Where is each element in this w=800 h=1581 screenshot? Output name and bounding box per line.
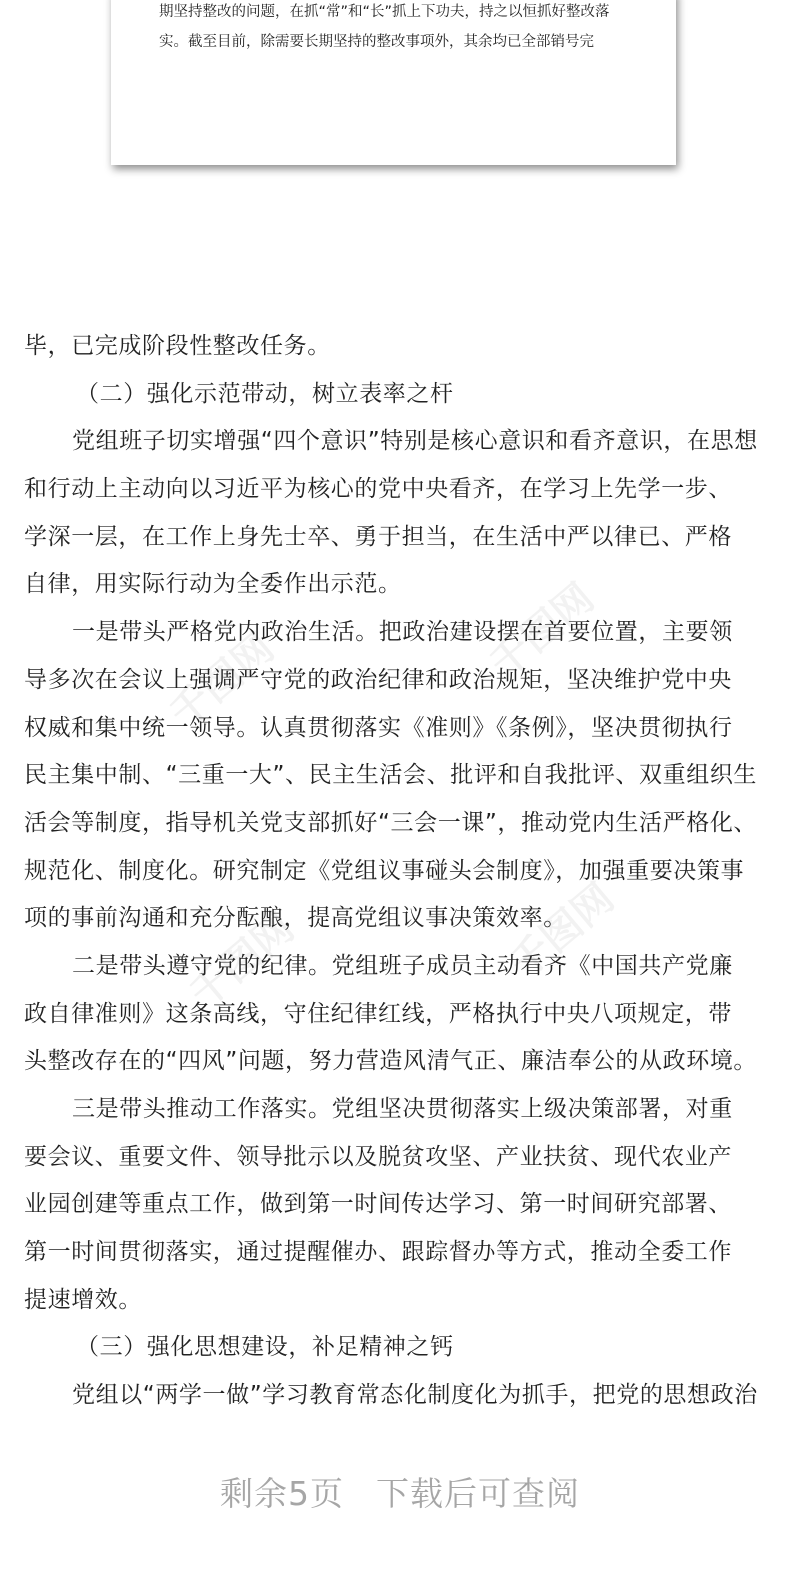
paragraph-line: 业园创建等重点工作，做到第一时间传达学习、第一时间研究部署、 xyxy=(24,1191,732,1218)
download-prompt[interactable] xyxy=(0,1468,800,1515)
watermark: 千图网 xyxy=(481,574,603,688)
paragraph-line: 学深一层，在工作上身先士卒、勇于担当，在生活中严以律已、严格 xyxy=(24,523,732,550)
paragraph-line: 导多次在会议上强调严守党的政治纪律和政治规矩，坚决维护党中央 xyxy=(24,666,732,693)
preview-line-1: 期坚持整改的问题，在抓“常”和“长”抓上下功夫，持之以恒抓好整改落 xyxy=(159,4,610,20)
paragraph-line: 毕，已完成阶段性整改任务。 xyxy=(24,333,331,359)
paragraph-line: 三是带头推动工作落实。党组坚决贯彻落实上级决策部署，对重 xyxy=(72,1096,733,1122)
download-to-view-text: 下载后可查阅 xyxy=(376,1474,580,1513)
paragraph-line: 民主集中制、“三重一大”、民主生活会、批评和自我批评、双重组织生 xyxy=(24,762,758,789)
watermark: 千图网 xyxy=(181,904,303,1018)
preview-line-2: 实。截至目前，除需要长期坚持的整改事项外，其余均已全部销号完 xyxy=(159,34,594,50)
paragraph-line: 党组班子切实增强“四个意识”特别是核心意识和看齐意识，在思想 xyxy=(72,428,758,455)
paragraph-line: 规范化、制度化。研究制定《党组议事碰头会制度》，加强重要决策事 xyxy=(24,857,745,884)
paragraph-line: 自律，用实际行动为全委作出示范。 xyxy=(24,571,402,598)
paragraph-line: 一是带头严格党内政治生活。把政治建设摆在首要位置，主要领 xyxy=(72,619,733,646)
section-heading: （二）强化示范带动，树立表率之杆 xyxy=(76,380,454,407)
paragraph-line: 要会议、重要文件、领导批示以及脱贫攻坚、产业扶贫、现代农业产 xyxy=(24,1143,732,1170)
remaining-pages-text: 剩余5页 xyxy=(220,1474,344,1513)
document-body xyxy=(24,323,776,1420)
paragraph-line: 政自律准则》这条高线，守住纪律红线，严格执行中央八项规定，带 xyxy=(24,1000,732,1027)
paragraph-line: 权威和集中统一领导。认真贯彻落实《准则》《条例》，坚决贯彻执行 xyxy=(24,714,733,741)
section-heading: （三）强化思想建设，补足精神之钙 xyxy=(76,1334,454,1361)
paragraph-line: 提速增效。 xyxy=(24,1286,142,1313)
watermark: 千图网 xyxy=(501,874,623,988)
paragraph-line: 项的事前沟通和充分酝酿，提高党组议事决策效率。 xyxy=(24,905,567,932)
paragraph-line: 二是带头遵守党的纪律。党组班子成员主动看齐《中国共产党廉 xyxy=(72,952,733,979)
watermark: 千图网 xyxy=(161,624,283,738)
paragraph-line: 党组以“两学一做”学习教育常态化制度化为抓手，把党的思想政治 xyxy=(72,1382,758,1409)
paragraph-line: 和行动上主动向以习近平为核心的党中央看齐，在学习上先学一步、 xyxy=(24,476,732,503)
paragraph-line: 第一时间贯彻落实，通过提醒催办、跟踪督办等方式，推动全委工作 xyxy=(24,1239,732,1266)
paragraph-line: 头整改存在的“四风”问题，努力营造风清气正、廉洁奉公的从政环境。 xyxy=(24,1048,758,1075)
paragraph-line: 活会等制度，指导机关党支部抓好“三会一课”，推动党内生活严格化、 xyxy=(24,809,758,836)
preview-card xyxy=(111,0,676,165)
